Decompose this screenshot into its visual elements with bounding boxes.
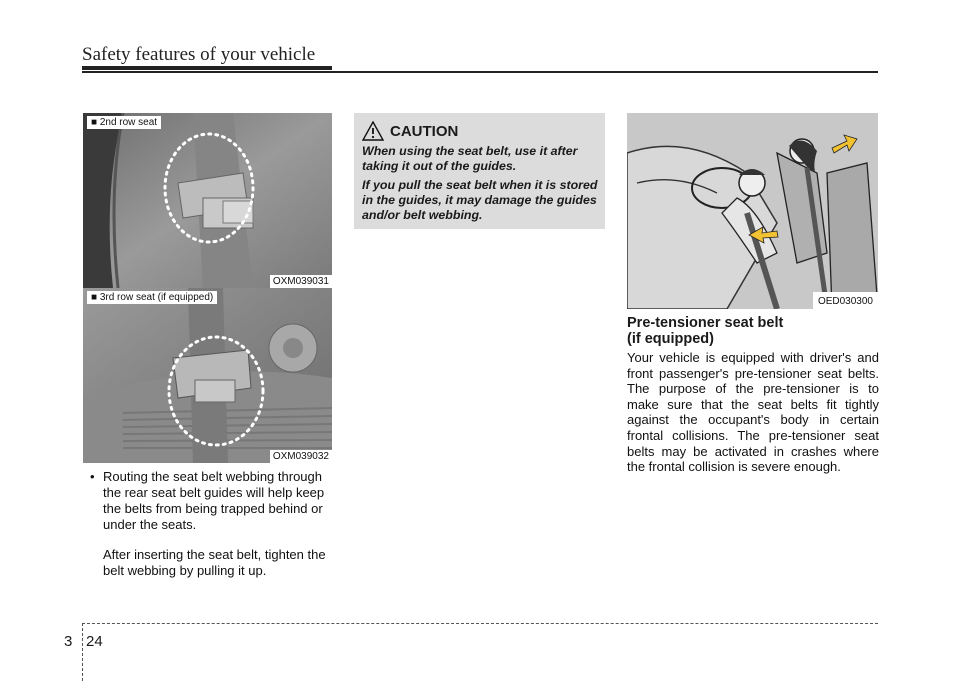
caution-line-1: When using the seat belt, use it after taking it out of the guides. xyxy=(362,144,578,173)
chapter-number: 3 xyxy=(64,633,73,650)
photo-label: ■ 2nd row seat xyxy=(87,116,161,129)
seat-belt-guide-image xyxy=(83,113,332,288)
section-heading xyxy=(627,315,882,347)
caution-line-2: If you pull the seat belt when it is stored in the guides, it may damage the guides and/or belt webbing. xyxy=(362,178,598,222)
footer-rule xyxy=(82,623,878,624)
photo-code: OXM039031 xyxy=(270,275,332,288)
caution-title: CAUTION xyxy=(390,122,459,140)
bullet-paragraph: Routing the seat belt webbing through the rear seat belt guides will help keep the belts from being trapped behind or under the seats. xyxy=(103,469,325,532)
header-rule-thick xyxy=(82,66,332,70)
bullet-followup: After inserting the seat belt, tighten the belt webbing by pulling it up. xyxy=(103,547,326,578)
photo-3rd-row-seat xyxy=(83,288,332,463)
seat-belt-guide-image xyxy=(83,288,332,463)
section-heading-line-1: Pre-tensioner seat belt xyxy=(627,315,784,331)
page-number: 24 xyxy=(86,633,103,650)
driver-passenger-illustration xyxy=(627,113,878,309)
section-heading-line-2: (if equipped) xyxy=(627,331,714,347)
header-rule-thin xyxy=(82,71,878,73)
pretensioner-illustration xyxy=(627,113,878,309)
photo-2nd-row-seat xyxy=(83,113,332,288)
page-title: Safety features of your vehicle xyxy=(82,44,316,65)
footer-vertical-rule xyxy=(82,623,83,681)
section-body: Your vehicle is equipped with driver's and front passenger's pre-tensioner seat belts. The purpose of the pre-tensioner is to make sure that the seat belts fit tightly against the occupant's body in certain frontal collisions. The pre-tensioner seat belts may be activated in crashes where the frontal collision is severe enough. xyxy=(627,350,879,475)
warning-icon xyxy=(362,121,384,141)
bullet-marker: • xyxy=(90,469,95,484)
photo-label: ■ 3rd row seat (if equipped) xyxy=(87,291,217,304)
photo-code: OXM039032 xyxy=(270,450,332,463)
illustration-code: OED030300 xyxy=(815,295,876,308)
caution-box xyxy=(354,113,605,229)
bullet-text-block xyxy=(90,469,335,579)
